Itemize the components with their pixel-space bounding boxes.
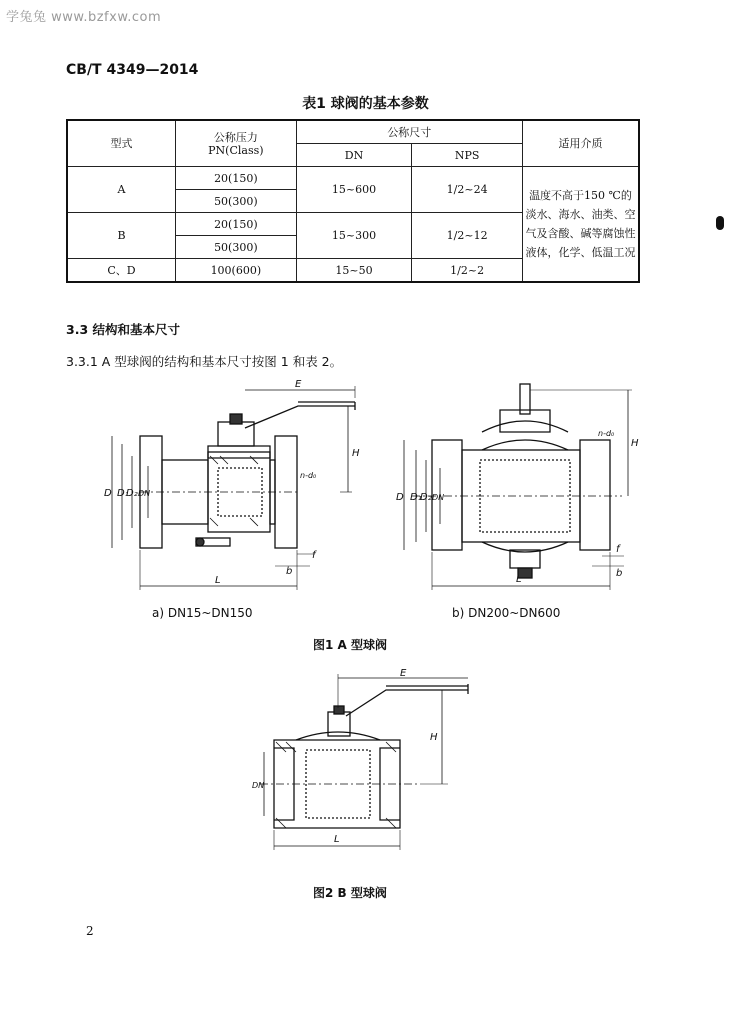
media-line: 液体，化学、低温工况: [525, 246, 636, 259]
dim-f: f: [616, 544, 620, 555]
margin-mark: [716, 216, 724, 230]
cell-nps: 1/2~12: [412, 213, 523, 259]
header-media: 适用介质: [522, 120, 639, 167]
dim-dn: DN: [138, 489, 151, 498]
section-heading: 3.3 结构和基本尺寸: [66, 322, 180, 337]
dim-nd: n-d₀: [300, 471, 317, 480]
clause-text: 3.3.1 A 型球阀的结构和基本尺寸按图 1 和表 2。: [66, 354, 343, 369]
cell-type: B: [67, 213, 176, 259]
watermark: 学兔兔 www.bzfxw.com: [6, 10, 162, 25]
dim-d2: D₂: [420, 492, 432, 503]
dim-l: L: [215, 575, 221, 586]
dim-nd: n-d₀: [598, 429, 615, 438]
dim-h: H: [631, 438, 639, 449]
table-header-row: [67, 120, 639, 144]
header-nps: NPS: [412, 144, 523, 167]
dim-d2: D₂: [126, 488, 138, 499]
header-size: 公称尺寸: [296, 120, 522, 144]
dim-h: H: [352, 448, 360, 459]
dim-d1: D₁: [117, 488, 129, 499]
cell-dn: 15~50: [296, 259, 412, 283]
dim-b: b: [286, 566, 293, 577]
dim-e: E: [295, 379, 302, 390]
dim-b: b: [616, 568, 623, 579]
figure2-caption: 图2 B 型球阀: [313, 886, 387, 900]
dim-l: L: [516, 574, 522, 585]
figure1b-label: b) DN200~DN600: [452, 606, 561, 620]
figure1b-drawing: [392, 380, 642, 602]
header-dn: DN: [296, 144, 412, 167]
dim-d1: D₁: [410, 492, 422, 503]
media-line: 气及含酸、碱等腐蚀性: [525, 227, 636, 240]
cell-pressure: 20(150): [176, 167, 297, 190]
cell-pressure: 50(300): [176, 236, 297, 259]
table-title: 表1 球阀的基本参数: [302, 96, 429, 112]
header-pressure: [176, 120, 297, 167]
header-type: 型式: [67, 120, 176, 167]
header-pressure-line2: PN(Class): [208, 143, 264, 157]
cell-media: [522, 167, 639, 283]
cell-type: A: [67, 167, 176, 213]
cell-pressure: 50(300): [176, 190, 297, 213]
cell-nps: 1/2~2: [412, 259, 523, 283]
parameters-table: [66, 119, 640, 283]
dim-l: L: [334, 834, 340, 845]
dim-h: H: [430, 732, 438, 743]
cell-pressure: 20(150): [176, 213, 297, 236]
figure1a-drawing: [100, 378, 370, 600]
standard-number: CB/T 4349—2014: [66, 62, 199, 78]
dim-dn: DN: [432, 493, 445, 502]
cell-nps: 1/2~24: [412, 167, 523, 213]
cell-pressure: 100(600): [176, 259, 297, 283]
figure2-drawing: [250, 668, 480, 856]
cell-type: C、D: [67, 259, 176, 283]
dim-dn: DN: [252, 781, 265, 790]
table-row: [67, 167, 639, 190]
dim-d: D: [396, 492, 404, 503]
dim-f: f: [312, 550, 316, 561]
cell-dn: 15~300: [296, 213, 412, 259]
figure1-caption: 图1 A 型球阀: [313, 638, 387, 652]
page-number: 2: [86, 924, 94, 938]
header-pressure-line1: 公称压力: [213, 130, 258, 144]
figure1a-label: a) DN15~DN150: [152, 606, 253, 620]
media-line: 温度不高于150 ℃的: [529, 189, 632, 202]
dim-e: E: [400, 668, 407, 679]
dim-d: D: [104, 488, 112, 499]
media-line: 淡水、海水、油类、空: [525, 208, 636, 221]
cell-dn: 15~600: [296, 167, 412, 213]
